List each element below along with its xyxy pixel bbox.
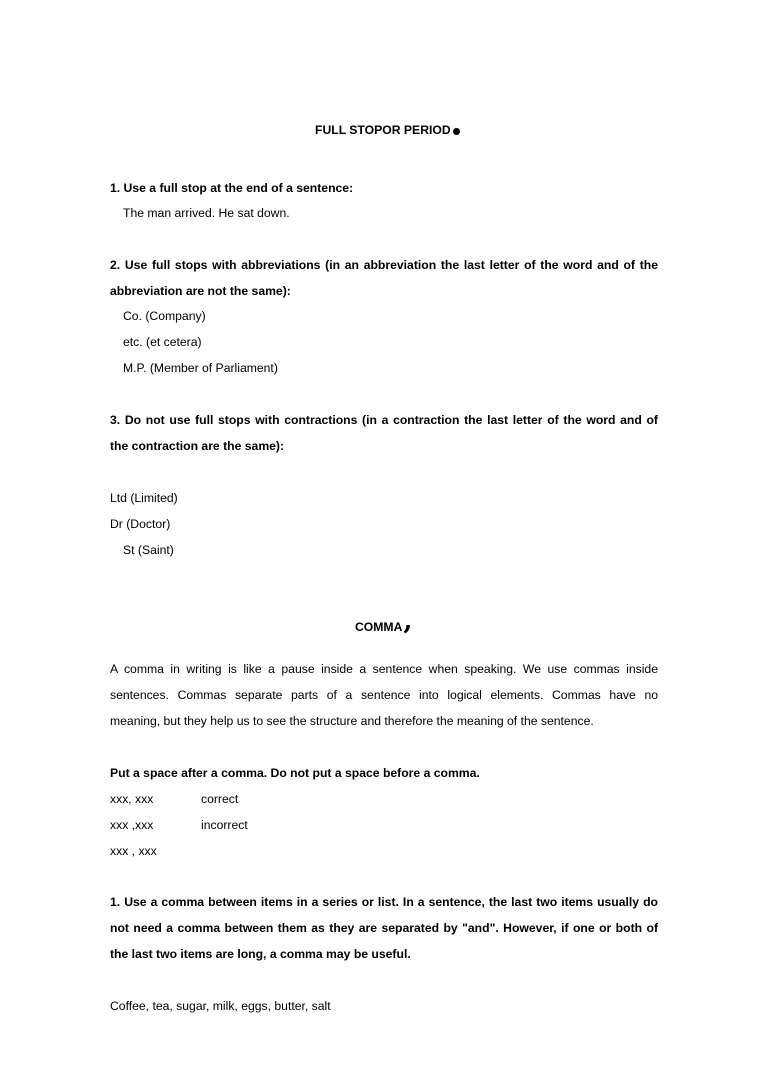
comma-rule-1-line-1: 1. Use a comma between items in a series or list. In a sentence, the last two items usually do <box>110 895 658 909</box>
full-stop-rule-2-line-1: 2. Use full stops with abbreviations (in an abbreviation the last letter of the word and of the <box>110 258 658 272</box>
comma-example-verdict: incorrect <box>201 818 248 832</box>
comma-paragraph-line-1: A comma in writing is like a pause inside a sentence when speaking. We use commas inside <box>110 662 658 676</box>
comma-example-row <box>110 791 238 807</box>
abbreviation-item: etc. (et cetera) <box>123 335 202 349</box>
full-stop-rule-1: 1. Use a full stop at the end of a sentence: <box>110 181 354 195</box>
comma-example-row <box>110 817 248 833</box>
comma-example-text: xxx ,xxx <box>110 818 154 832</box>
comma-example-row <box>110 843 201 859</box>
full-stop-rule-3-line-2: the contraction are the same): <box>110 439 285 453</box>
comma-title: COMMA <box>355 620 403 634</box>
full-stop-rule-2-line-2: abbreviation are not the same): <box>110 284 291 298</box>
comma-rule-1-line-3: the last two items are long, a comma may be useful. <box>110 947 411 961</box>
abbreviation-item: M.P. (Member of Parliament) <box>123 361 278 375</box>
contraction-item: St (Saint) <box>123 543 174 557</box>
contraction-item: Ltd (Limited) <box>110 491 178 505</box>
comma-paragraph-line-2: sentences. Commas separate parts of a sentence into logical elements. Commas have no <box>110 688 658 702</box>
full-stop-title: FULL STOPOR PERIOD <box>315 123 451 137</box>
comma-example-verdict: correct <box>201 792 239 806</box>
abbreviation-item: Co. (Company) <box>123 309 206 323</box>
comma-list-example: Coffee, tea, sugar, milk, eggs, butter, salt <box>110 999 331 1013</box>
full-stop-example-1: The man arrived. He sat down. <box>123 206 290 220</box>
contraction-item: Dr (Doctor) <box>110 517 171 531</box>
comma-example-text: xxx, xxx <box>110 792 154 806</box>
full-stop-heading <box>315 122 460 138</box>
full-stop-rule-3-line-1: 3. Do not use full stops with contractions (in a contraction the last letter of the word and of <box>110 413 658 427</box>
full-stop-dot-icon <box>453 128 460 135</box>
comma-heading <box>355 606 413 636</box>
comma-paragraph-line-3: meaning, but they help us to see the structure and therefore the meaning of the sentence. <box>110 714 594 728</box>
comma-example-text: xxx , xxx <box>110 844 157 858</box>
comma-rule-1-line-2: not need a comma between them as they are separated by "and". However, if one or both of <box>110 921 658 935</box>
comma-spacing-rule: Put a space after a comma. Do not put a space before a comma. <box>110 766 480 780</box>
comma-glyph-icon: , <box>403 606 413 636</box>
